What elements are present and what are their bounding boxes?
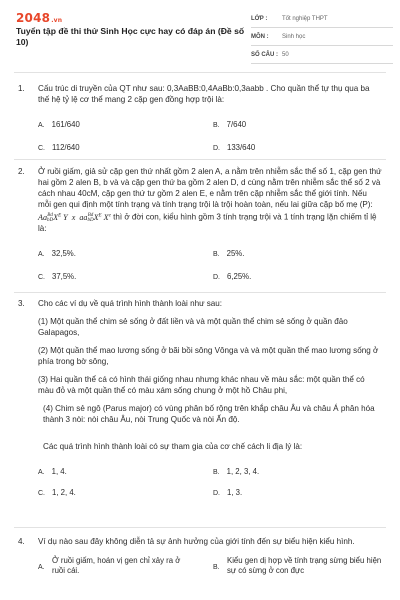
question-2 bbox=[18, 166, 382, 281]
option-text: 112/640 bbox=[52, 143, 80, 152]
option-text: 133/640 bbox=[227, 143, 256, 152]
option-text: 32,5%. bbox=[51, 248, 76, 258]
option-text: 161/640 bbox=[51, 120, 80, 129]
formula-part: aa bbox=[79, 212, 88, 222]
option-letter: D. bbox=[213, 145, 220, 152]
option-d[interactable] bbox=[213, 142, 255, 154]
question-divider bbox=[14, 527, 386, 528]
header-divider bbox=[14, 72, 386, 73]
option-letter: C. bbox=[38, 273, 45, 281]
fraction-numerator: Bd bbox=[87, 212, 94, 218]
document-title: Tuyển tập đề thi thử Sinh Học cực hay có đáp án (Đề số 10) bbox=[16, 26, 245, 47]
logo-suffix: .vn bbox=[51, 17, 63, 24]
option-a[interactable] bbox=[38, 119, 80, 131]
option-text: 7/640 bbox=[226, 120, 247, 129]
option-a[interactable] bbox=[38, 556, 188, 576]
logo-text: 2048 bbox=[16, 11, 51, 25]
option-letter: B. bbox=[213, 469, 220, 476]
option-letter: D. bbox=[213, 273, 220, 281]
option-c[interactable] bbox=[38, 487, 76, 499]
info-row-count bbox=[251, 46, 393, 64]
question-divider bbox=[14, 159, 386, 160]
option-letter: D. bbox=[213, 490, 220, 497]
info-key: LỚP : bbox=[251, 15, 268, 22]
document-header bbox=[0, 0, 400, 74]
question-text: Cho các ví dụ về quá trình hình thành loài như sau: bbox=[38, 299, 223, 308]
formula-superscript: E bbox=[98, 213, 102, 218]
info-value: Sinh học bbox=[282, 33, 306, 40]
option-text: 1, 3. bbox=[227, 488, 243, 497]
option-text: 37,5%. bbox=[52, 271, 77, 281]
question-text bbox=[38, 166, 382, 234]
example-2: (2) Một quần thể mao lương sống ở bãi bồi sông Vônga và và một quần thể mao lương sống ở phía trong bờ sông, bbox=[38, 346, 379, 366]
option-text: 6,25%. bbox=[227, 271, 252, 281]
info-row-class bbox=[251, 10, 393, 28]
option-b[interactable] bbox=[213, 466, 259, 478]
question-text-tail: thì ở đời con, kiểu hình gồm 3 tính trạng trội và 1 tính trạng lặn chiếm tỉ lệ là: bbox=[38, 212, 377, 233]
question-3 bbox=[18, 298, 382, 497]
option-d[interactable] bbox=[213, 271, 251, 283]
option-text: 1, 2, 3, 4. bbox=[226, 467, 260, 476]
question-number: 3. bbox=[18, 299, 25, 308]
site-logo[interactable] bbox=[16, 11, 62, 25]
formula-cross: x bbox=[71, 212, 76, 222]
formula-part: X bbox=[93, 212, 99, 222]
question-1 bbox=[18, 83, 382, 152]
example-1: (1) Một quần thể chim sẻ sống ở đất liền và và một quần thể chim sẻ sống ở quần đảo Galapagos, bbox=[38, 317, 348, 337]
option-text: Ở ruồi giấm, hoán vị gen chỉ xảy ra ở ruồi cái. bbox=[52, 556, 181, 575]
option-letter: B. bbox=[213, 122, 220, 129]
option-d[interactable] bbox=[213, 487, 242, 499]
option-text: Kiểu gen dị hợp về tính trạng sừng biểu hiện sự có sừng ở con đực bbox=[227, 556, 382, 575]
option-text: 25%. bbox=[226, 248, 245, 258]
option-a[interactable] bbox=[38, 466, 67, 478]
fraction-numerator: Bd bbox=[47, 212, 53, 218]
genotype-formula bbox=[38, 213, 111, 222]
example-4: (4) Chim sẻ ngô (Parus major) có vùng phân bố rộng trên khắp châu Âu và châu Á phân hóa thành 3 nòi: nòi châu Âu, nòi Trung Quốc và nòi Ấn độ. bbox=[43, 404, 375, 424]
question-4 bbox=[18, 536, 382, 575]
option-b[interactable] bbox=[213, 248, 244, 260]
option-text: 1, 2, 4. bbox=[52, 488, 76, 497]
question-number: 4. bbox=[18, 537, 25, 546]
option-letter: B. bbox=[213, 564, 220, 571]
option-letter: A. bbox=[38, 469, 45, 476]
formula-superscript: E bbox=[58, 213, 62, 218]
option-letter: A. bbox=[38, 250, 45, 258]
formula-superscript: e bbox=[108, 213, 111, 218]
info-value: 50 bbox=[282, 51, 289, 58]
option-text: 1, 4. bbox=[51, 467, 67, 476]
formula-part: Aa bbox=[38, 212, 47, 222]
info-key: SỐ CÂU : bbox=[251, 51, 278, 58]
question-number: 1. bbox=[18, 84, 25, 93]
formula-part: X bbox=[103, 212, 109, 222]
question-text: Cấu trúc di truyền của QT như sau: 0,3AaBB:0,4AaBb:0,3aabb . Cho quần thể tự thụ qua ba thế hệ tỷ lệ cơ thể mang 2 cặp gen đồng hợp trội là: bbox=[38, 84, 370, 104]
fraction-denominator: bD bbox=[47, 217, 54, 223]
info-key: MÔN : bbox=[251, 33, 269, 40]
option-letter: C. bbox=[38, 490, 45, 497]
option-b[interactable] bbox=[213, 119, 246, 131]
option-letter: B. bbox=[213, 250, 220, 258]
option-letter: A. bbox=[38, 564, 45, 571]
info-value: Tốt nghiệp THPT bbox=[282, 15, 328, 22]
formula-part: X bbox=[53, 212, 59, 222]
question-text: Ví dụ nào sau đây không diễn tả sự ảnh hưởng của giới tính đến sự biểu hiện kiểu hình. bbox=[38, 537, 355, 546]
option-a[interactable] bbox=[38, 248, 76, 260]
question-divider bbox=[14, 292, 386, 293]
formula-part: Y bbox=[63, 212, 68, 222]
question-number: 2. bbox=[18, 167, 25, 176]
info-table bbox=[251, 10, 393, 64]
option-c[interactable] bbox=[38, 271, 76, 283]
info-row-subject bbox=[251, 28, 393, 46]
option-b[interactable] bbox=[213, 556, 383, 576]
option-letter: C. bbox=[38, 145, 45, 152]
option-letter: A. bbox=[38, 122, 45, 129]
fraction-denominator: bD bbox=[87, 217, 94, 223]
question-text-main: Ở ruồi giấm, giả sử cặp gen thứ nhất gồm 2 alen A, a nằm trên nhiễm sắc thể số 1, cặp gen thứ hai gồm 2 alen B, b và và cặp gen thứ ba gồm 2 alen D, d cùng nằm trên nhiễm sắc thể số 2 và cách nhau 40cM, cặp gen thứ tư gồm 2 alen E, e nằm trên cặp nhiễm sắc thể giới tính. Nếu mỗi gen qui định một tính trạng và tính trạng trội là trội hoàn toàn, nếu lai giữa cặp bố mẹ (P): bbox=[38, 167, 382, 209]
option-c[interactable] bbox=[38, 142, 80, 154]
question-conclusion: Các quá trình hình thành loài có sự tham gia của cơ chế cách li địa lý là: bbox=[43, 442, 303, 451]
example-3: (3) Hai quần thể cá có hình thái giống nhau nhưng khác nhau về màu sắc: một quần thể có màu đỏ và một quần thể có màu xám sống chung ở một hồ Châu phi, bbox=[38, 375, 365, 395]
